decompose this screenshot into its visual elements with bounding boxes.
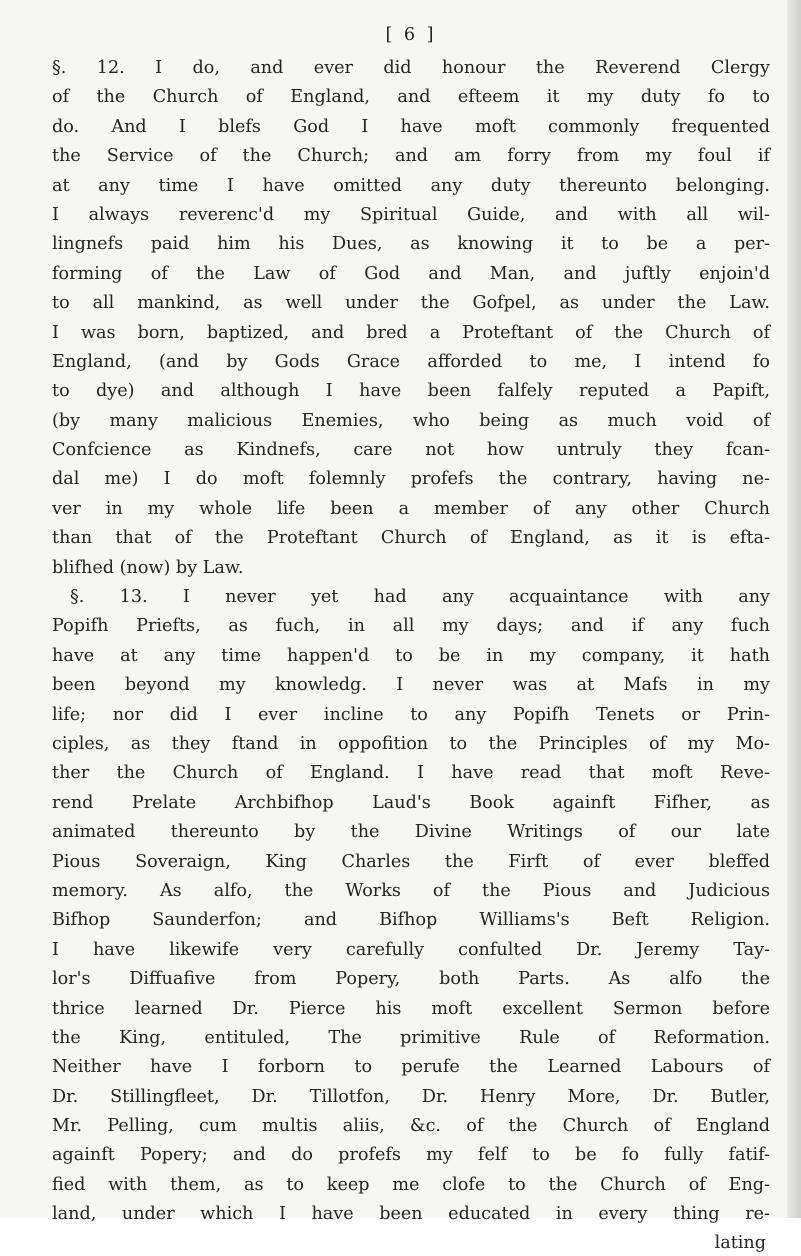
text-line: lor's Diffuafive from Popery, both Parts. As alfo the — [52, 969, 770, 990]
text-line: Neither have I forborn to perufe the Learned Labours of — [52, 1057, 770, 1078]
text-line: than that of the Proteftant Church of England, as it is efta- — [52, 528, 770, 549]
text-line: land, under which I have been educated in every thing re- — [52, 1204, 770, 1225]
text-line: at any time I have omitted any duty thereunto belonging. — [52, 175, 770, 196]
text-line: life; nor did I ever incline to any Popifh Tenets or Prin- — [52, 704, 770, 725]
text-line: I was born, baptized, and bred a Proteftant of the Church of — [52, 322, 770, 343]
text-line: Pious Soveraign, King Charles the Firft of ever bleffed — [52, 851, 770, 872]
text-line: againft Popery; and do profefs my felf to be fo fully fatif- — [52, 1145, 770, 1166]
text-line: I always reverenc'd my Spiritual Guide, and with all wil- — [52, 204, 770, 225]
text-line: ciples, as they ftand in oppofition to the Principles of my Mo- — [52, 733, 770, 754]
text-line: forming of the Law of God and Man, and juftly enjoin'd — [52, 263, 770, 284]
page-edge — [787, 0, 801, 1218]
text-line: Dr. Stillingfleet, Dr. Tillotfon, Dr. Henry More, Dr. Butler, — [52, 1086, 770, 1107]
text-line: been beyond my knowledg. I never was at Mafs in my — [52, 675, 770, 696]
text-line: animated thereunto by the Divine Writings of our late — [52, 822, 770, 843]
text-line: (by many malicious Enemies, who being as much void of — [52, 410, 770, 431]
text-block — [52, 18, 770, 1256]
text-line: the Service of the Church; and am forry from my foul if — [52, 146, 770, 167]
text-line: of the Church of England, and efteem it my duty fo to — [52, 87, 770, 108]
text-line: I have likewife very carefully confulted Dr. Jeremy Tay- — [52, 939, 770, 960]
text-line: fied with them, as to keep me clofe to the Church of Eng- — [52, 1174, 770, 1195]
text-line: have at any time happen'd to be in my company, it hath — [52, 645, 770, 666]
text-line: dal me) I do moft folemnly profefs the contrary, having ne- — [52, 469, 770, 490]
text-line: do. And I blefs God I have moft commonly frequented — [52, 116, 770, 137]
catchword: lating — [714, 1232, 766, 1253]
text-line: the King, entituled, The primitive Rule of Reformation. — [52, 1027, 770, 1048]
text-line: blifhed (now) by Law. — [52, 557, 244, 578]
text-line: ver in my whole life been a member of any other Church — [52, 498, 770, 519]
text-line: lingnefs paid him his Dues, as knowing it to be a per- — [52, 234, 770, 255]
text-line: Bifhop Saunderfon; and Bifhop Williams's Beft Religion. — [52, 910, 770, 931]
text-line: England, (and by Gods Grace afforded to me, I intend fo — [52, 351, 770, 372]
text-line: Mr. Pelling, cum multis aliis, &c. of the Church of England — [52, 1116, 770, 1137]
text-line: Popifh Priefts, as fuch, in all my days; and if any fuch — [52, 616, 770, 637]
text-line: ther the Church of England. I have read that moft Reve- — [52, 763, 770, 784]
text-line: rend Prelate Archbifhop Laud's Book againft Fifher, as — [52, 792, 770, 813]
text-line: to dye) and although I have been falfely reputed a Papift, — [52, 381, 770, 402]
text-line: §. 13. I never yet had any acquaintance with any — [70, 587, 770, 608]
text-line: §. 12. I do, and ever did honour the Reverend Clergy — [52, 58, 770, 78]
text-line: Confcience as Kindnefs, care not how untruly they fcan- — [52, 440, 770, 461]
text-line: memory. As alfo, the Works of the Pious and Judicious — [52, 880, 770, 901]
page-number: [ 6 ] — [385, 25, 437, 45]
text-line: to all mankind, as well under the Gofpel, as under the Law. — [52, 293, 770, 314]
text-line: thrice learned Dr. Pierce his moft excellent Sermon before — [52, 998, 770, 1019]
